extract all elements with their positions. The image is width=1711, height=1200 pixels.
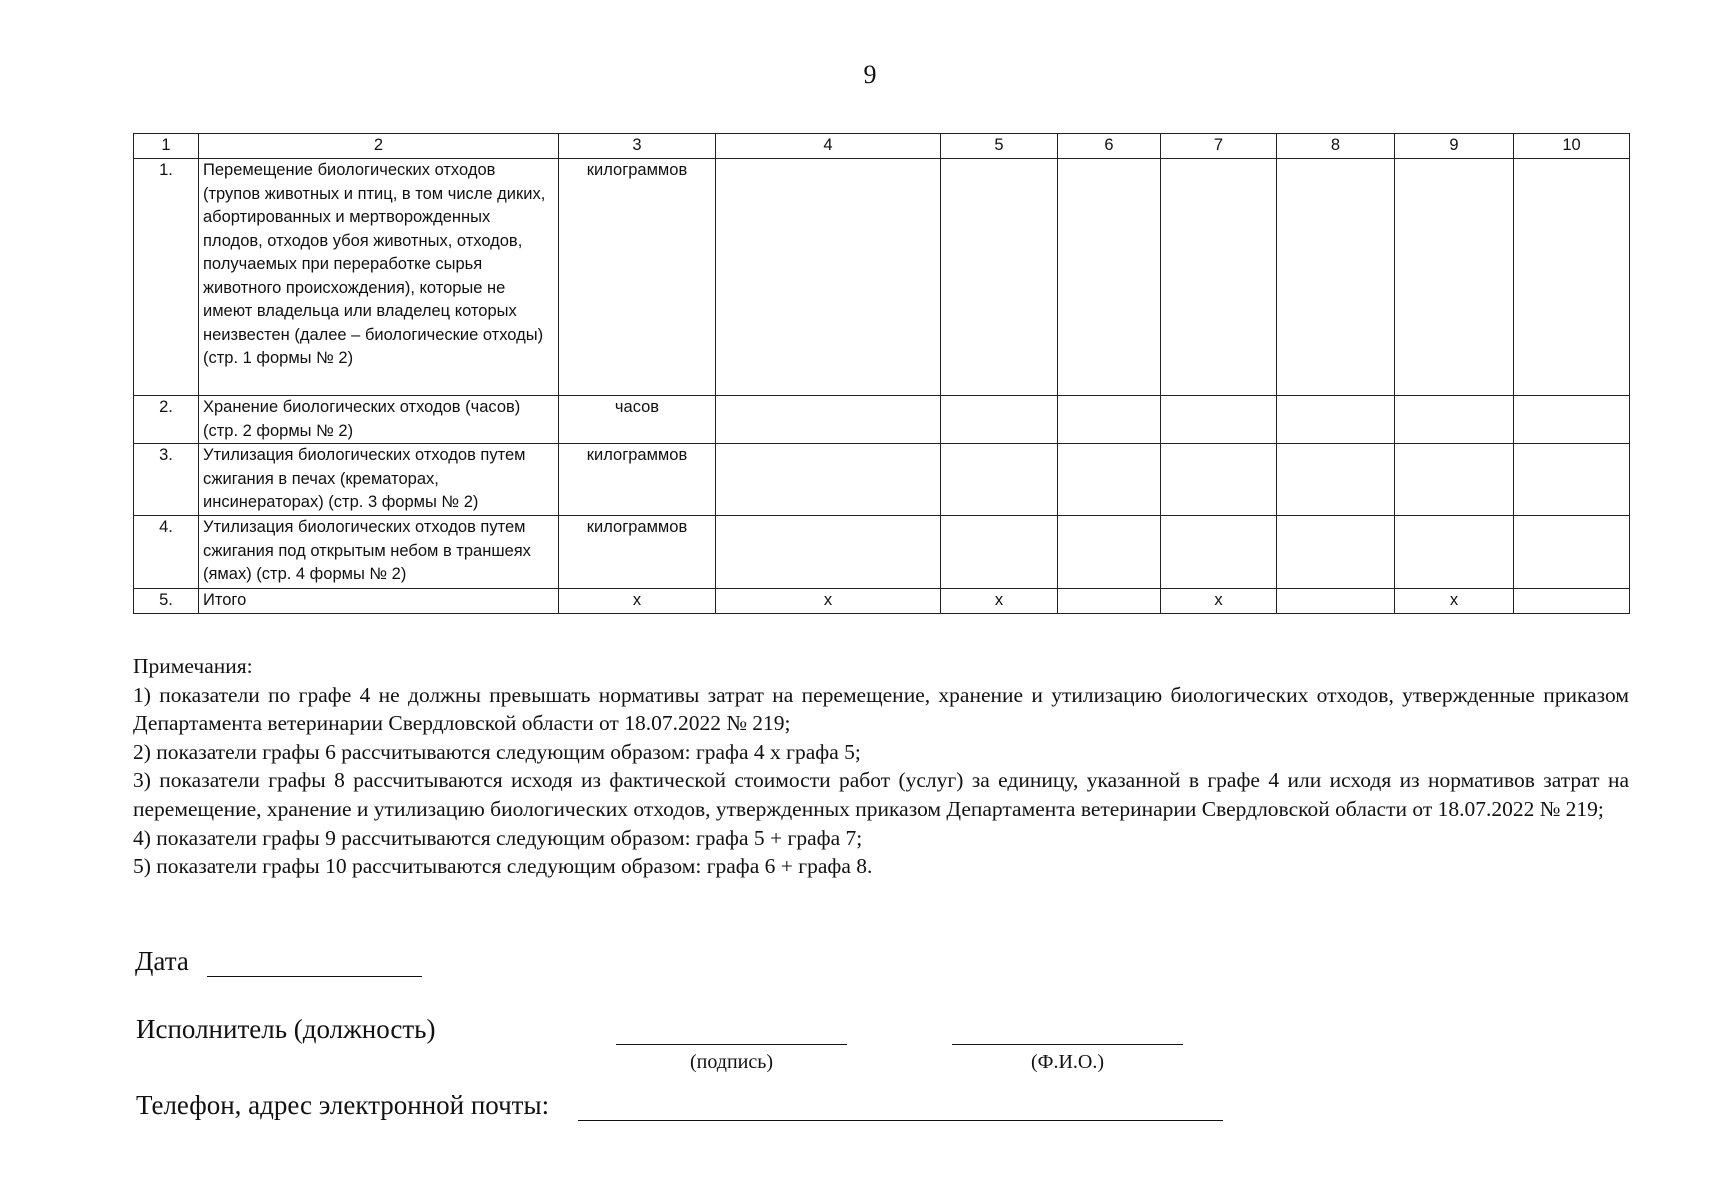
contact-label: Телефон, адрес электронной почты: [136, 1090, 550, 1120]
cell-col7[interactable] [1161, 516, 1277, 589]
note-item: 1) показатели по графе 4 не должны превышать нормативы затрат на перемещение, хранение и утилизацию биологических отходов, утвержденные приказом Департамента ветеринарии Свердловской области от 18.07.2022 № 219; [133, 682, 1629, 736]
cell-col5: x [941, 589, 1058, 614]
cell-col8[interactable] [1277, 396, 1395, 444]
cell-col7: x [1161, 589, 1277, 614]
cell-col5[interactable] [941, 516, 1058, 589]
row-number: 3. [134, 444, 199, 516]
column-header: 3 [559, 134, 716, 159]
notes-section [133, 652, 1629, 881]
cell-col10[interactable] [1514, 159, 1630, 396]
cell-col8[interactable] [1277, 444, 1395, 516]
row-description: Перемещение биологических отходов (трупов животных и птиц, в том числе диких, абортированных и мертворожденных плодов, отходов убоя животных, отходов, получаемых при переработке сырья животного происхождения), которые не имеют владельца или владелец которых неизвестен (далее – биологические отходы) (стр. 1 формы № 2) [199, 159, 559, 396]
fio-field-line[interactable] [952, 1044, 1183, 1045]
column-header: 4 [716, 134, 941, 159]
signature-field-line[interactable] [616, 1044, 847, 1045]
row-description: Итого [199, 589, 559, 614]
column-header: 5 [941, 134, 1058, 159]
report-table [133, 133, 1630, 614]
table-row [134, 159, 1630, 396]
row-unit: килограммов [559, 444, 716, 516]
cell-col4: x [716, 589, 941, 614]
cell-col5[interactable] [941, 444, 1058, 516]
row-unit: килограммов [559, 159, 716, 396]
cell-col6[interactable] [1058, 396, 1161, 444]
table-row-total [134, 589, 1630, 614]
table-row [134, 444, 1630, 516]
table-row [134, 516, 1630, 589]
cell-col6[interactable] [1058, 444, 1161, 516]
row-description: Утилизация биологических отходов путем сжигания в печах (крематорах, инсинераторах) (стр. 3 формы № 2) [199, 444, 559, 516]
table-header-row [134, 134, 1630, 159]
fio-caption: (Ф.И.О.) [1030, 1051, 1104, 1073]
cell-col4[interactable] [716, 444, 941, 516]
note-item: 2) показатели графы 6 рассчитываются следующим образом: графа 4 x графа 5; [133, 739, 861, 764]
column-header: 7 [1161, 134, 1277, 159]
row-number: 2. [134, 396, 199, 444]
cell-col7[interactable] [1161, 159, 1277, 396]
cell-col10[interactable] [1514, 444, 1630, 516]
cell-col8[interactable] [1277, 589, 1395, 614]
cell-col7[interactable] [1161, 396, 1277, 444]
cell-col9[interactable] [1395, 516, 1514, 589]
page-number: 9 [863, 60, 877, 89]
row-description: Хранение биологических отходов (часов) (стр. 2 формы № 2) [199, 396, 559, 444]
note-item: 3) показатели графы 8 рассчитываются исходя из фактической стоимости работ (услуг) за единицу, указанной в графе 4 или исходя из нормативов затрат на перемещение, хранение и утилизацию биологических отходов, утвержденных приказом Департамента ветеринарии Свердловской области от 18.07.2022 № 219; [133, 768, 1629, 821]
date-label: Дата [135, 946, 189, 976]
cell-col10[interactable] [1514, 396, 1630, 444]
contact-field-line[interactable] [578, 1120, 1223, 1121]
cell-col9[interactable] [1395, 159, 1514, 396]
cell-col6[interactable] [1058, 516, 1161, 589]
column-header: 1 [134, 134, 199, 159]
row-number: 5. [134, 589, 199, 614]
cell-col5[interactable] [941, 396, 1058, 444]
column-header: 8 [1277, 134, 1395, 159]
cell-col4[interactable] [716, 516, 941, 589]
cell-col5[interactable] [941, 159, 1058, 396]
cell-col4[interactable] [716, 159, 941, 396]
note-item: 5) показатели графы 10 рассчитываются следующим образом: графа 6 + графа 8. [133, 854, 873, 879]
signature-caption: (подпись) [689, 1051, 774, 1073]
cell-col6[interactable] [1058, 589, 1161, 614]
notes-title: Примечания: [133, 654, 253, 678]
row-unit: часов [559, 396, 716, 444]
cell-col8[interactable] [1277, 516, 1395, 589]
cell-col6[interactable] [1058, 159, 1161, 396]
date-field-line[interactable] [207, 976, 422, 977]
cell-col10[interactable] [1514, 589, 1630, 614]
column-header: 9 [1395, 134, 1514, 159]
row-description: Утилизация биологических отходов путем сжигания под открытым небом в траншеях (ямах) (стр. 4 формы № 2) [199, 516, 559, 589]
cell-col10[interactable] [1514, 516, 1630, 589]
row-unit: килограммов [559, 516, 716, 589]
column-header: 6 [1058, 134, 1161, 159]
column-header: 10 [1514, 134, 1630, 159]
cell-col4[interactable] [716, 396, 941, 444]
table-row [134, 396, 1630, 444]
row-unit: x [559, 589, 716, 614]
note-item: 4) показатели графы 9 рассчитываются следующим образом: графа 5 + графа 7; [133, 825, 863, 850]
cell-col9[interactable] [1395, 444, 1514, 516]
cell-col8[interactable] [1277, 159, 1395, 396]
cell-col9[interactable] [1395, 396, 1514, 444]
executor-label: Исполнитель (должность) [136, 1014, 436, 1044]
column-header: 2 [199, 134, 559, 159]
row-number: 4. [134, 516, 199, 589]
cell-col9: x [1395, 589, 1514, 614]
row-number: 1. [134, 159, 199, 396]
cell-col7[interactable] [1161, 444, 1277, 516]
